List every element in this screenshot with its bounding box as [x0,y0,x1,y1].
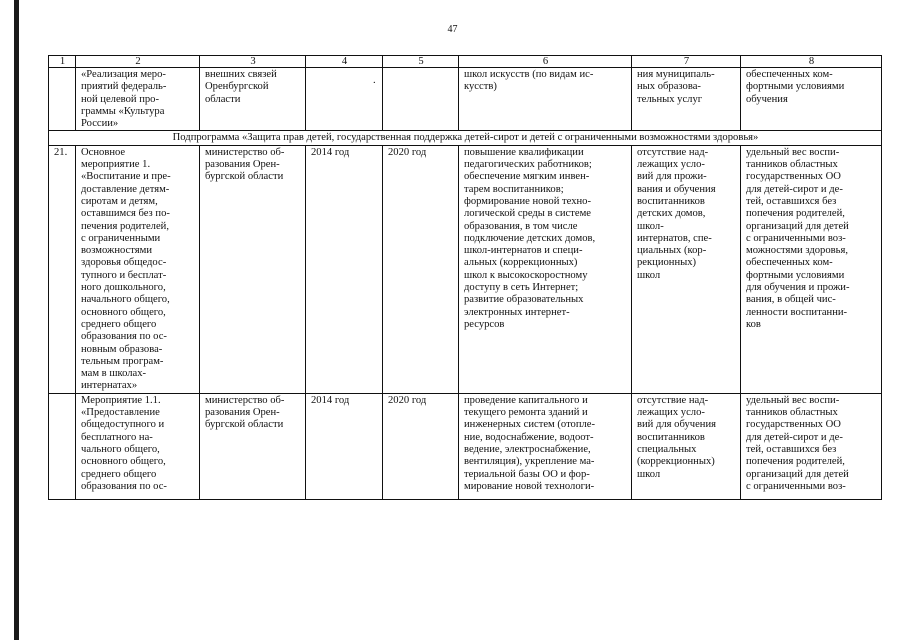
cell-indicator: удельный вес воспи- танников областных государственных ОО для детей-сирот и де- тей, оставшихся без попечения родителей, организаций для детей с ограниченными воз- можностями здоровья, обеспеченных ком- фортными условиями для обучения и прожи- вания, в общей чис- ленности воспитанни- ков [741,145,882,393]
header-row [49,56,882,68]
cell-start-year: 2014 год [306,393,383,499]
table-row-1-1 [49,393,882,499]
cell-end-year: 2020 год [383,393,459,499]
measures-table [48,55,882,500]
cell-consequences: отсутствие над- лежащих усло- вий для прожи- вания и обучения воспитанников детских домов, школ- интернатов, спе- циальных (кор- рекционных) школ [632,145,741,393]
cell-start-year: 2014 год [306,145,383,393]
cell-num [49,393,76,499]
cell-executor: внешних связей Оренбургской области [200,68,306,131]
header-col-2: 2 [76,56,200,68]
cell-num [49,68,76,131]
cell-num: 21. [49,145,76,393]
table-row-continued [49,68,882,131]
cell-indicator: удельный вес воспи- танников областных государственных ОО для детей-сирот и де- тей, оставшихся без попечения родителей, организаций для детей с ограниченными воз- [741,393,882,499]
cell-end-year: 2020 год [383,145,459,393]
cell-start-year [306,68,383,131]
cell-consequences: ния муниципаль- ных образова- тельных услуг [632,68,741,131]
header-col-8: 8 [741,56,882,68]
header-col-4: 4 [306,56,383,68]
cell-executor: министерство об- разования Орен- бургской области [200,393,306,499]
subprogram-row [49,131,882,145]
header-col-3: 3 [200,56,306,68]
cell-indicator: обеспеченных ком- фортными условиями обучения [741,68,882,131]
cell-consequences: отсутствие над- лежащих усло- вий для обучения воспитанников специальных (коррекционных) школ [632,393,741,499]
subprogram-title: Подпрограмма «Защита прав детей, государственная поддержка детей-сирот и детей с ограниченными возможностями здоровья» [49,131,882,145]
cell-executor: министерство об- разования Орен- бургской области [200,145,306,393]
cell-expected-result: проведение капитального и текущего ремонта зданий и инженерных систем (отопле- ние, водоснабжение, водоот- ведение, электроснабжение, вентиляция), укрепление ма- териальной базы ОО и фор- мирование новой технологи- [459,393,632,499]
header-col-1: 1 [49,56,76,68]
cell-expected-result: школ искусств (по видам ис- кусств) [459,68,632,131]
page-number: 47 [447,24,458,35]
cell-measure-name: «Реализация меро- приятий федераль- ной целевой про- граммы «Культура России» [76,68,200,131]
cell-expected-result: повышение квалификации педагогических работников; обеспечение мягким инвен- тарем воспитанников; формирование новой техно- логической среды в системе образования, в том числе подключение детских домов, школ-интернатов и специ- альных (коррекционных) школ к высокоскоростному доступу в сеть Интернет; развитие образовательных электронных интернет- ресурсов [459,145,632,393]
table-row-21 [49,145,882,393]
cell-measure-name: Мероприятие 1.1. «Предоставление общедоступного и бесплатного на- чального общего, основного общего, среднего общего образования по ос- [76,393,200,499]
scan-edge [14,0,19,640]
stray-dot: . [373,75,376,86]
cell-measure-name: Основное мероприятие 1. «Воспитание и пре- доставление детям- сиротам и детям, оставшимся без по- печения родителей, с ограниченными возможностями здоровья общедос- тупного и бесплат- ного дошкольного, начального общего, основного общего, среднего общего образования по ос- новным образова- тельным програм- мам в школах- интернатах» [76,145,200,393]
header-col-7: 7 [632,56,741,68]
cell-end-year [383,68,459,131]
header-col-6: 6 [459,56,632,68]
header-col-5: 5 [383,56,459,68]
